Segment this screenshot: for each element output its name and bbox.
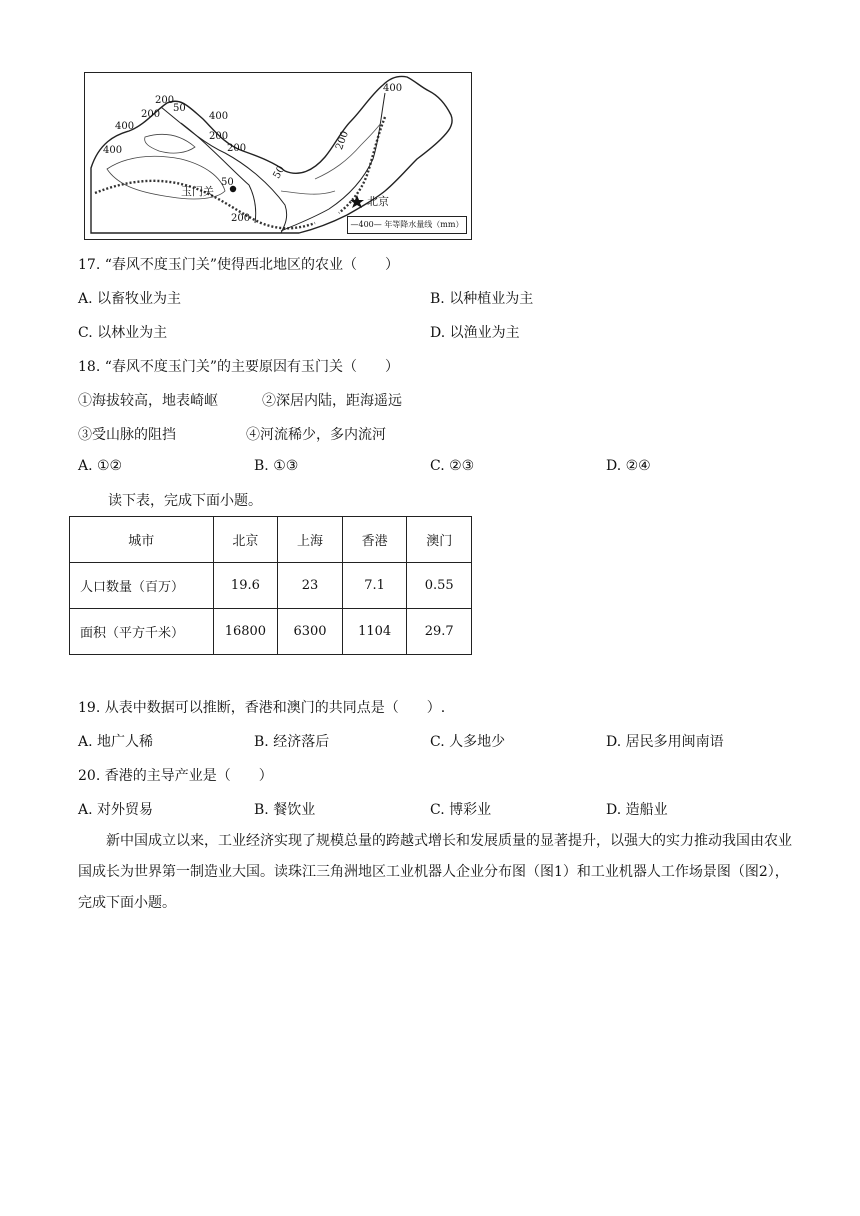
question-19-option-b[interactable]: B. 经济落后 xyxy=(254,734,330,750)
isohyet-label: 400 xyxy=(209,111,229,122)
question-18-option-d[interactable]: D. ②④ xyxy=(606,458,651,474)
table-cell: 0.55 xyxy=(407,563,472,609)
question-20-option-d[interactable]: D. 造船业 xyxy=(606,802,668,818)
isohyet-label: 200 xyxy=(155,95,175,106)
table-cell: 16800 xyxy=(213,609,278,655)
yumenguan-label: 玉门关 xyxy=(181,185,214,198)
table-header-cell: 澳门 xyxy=(407,517,472,563)
question-18-statement-1: ①海拔较高，地表崎岖 xyxy=(78,393,218,409)
beijing-label: 北京 xyxy=(367,195,389,208)
question-17-option-d[interactable]: D. 以渔业为主 xyxy=(430,325,520,341)
isohyet-label: 200 xyxy=(231,213,251,224)
question-19-option-d[interactable]: D. 居民多用闽南语 xyxy=(606,734,724,750)
isohyet-400-line xyxy=(281,93,385,231)
question-18-statement-4: ④河流稀少，多内流河 xyxy=(246,427,386,443)
isohyet-label: 200 xyxy=(141,109,161,120)
city-data-table xyxy=(69,516,472,655)
table-cell: 6300 xyxy=(278,609,343,655)
isohyet-label: 400 xyxy=(103,145,123,156)
question-20-option-c[interactable]: C. 博彩业 xyxy=(430,802,492,818)
table-header-cell: 上海 xyxy=(278,517,343,563)
table-row xyxy=(70,609,472,655)
isohyet-label: 50 xyxy=(221,177,234,188)
table-header-cell: 香港 xyxy=(342,517,407,563)
question-18-option-b[interactable]: B. ①③ xyxy=(254,458,299,474)
question-20-stem: 20. 香港的主导产业是（ ） xyxy=(78,768,273,784)
isohyet-label: 50 xyxy=(271,164,288,181)
question-18-statement-2: ②深居内陆，距海遥远 xyxy=(262,393,402,409)
isohyet-label: 200 xyxy=(209,131,229,142)
isohyet-label: 400 xyxy=(383,83,403,94)
table-cell: 1104 xyxy=(342,609,407,655)
table-header-cell: 城市 xyxy=(70,517,214,563)
isohyet-label: 200 xyxy=(334,129,351,152)
question-18-statement-3: ③受山脉的阻挡 xyxy=(78,427,176,443)
isohyet-label: 50 xyxy=(173,103,186,114)
river-line-2 xyxy=(281,191,335,194)
map-legend: —400— 年等降水量线（mm） xyxy=(347,216,467,234)
question-20-option-b[interactable]: B. 餐饮业 xyxy=(254,802,316,818)
precipitation-map xyxy=(84,72,472,240)
question-17-option-c[interactable]: C. 以林业为主 xyxy=(78,325,168,341)
question-19-stem: 19. 从表中数据可以推断，香港和澳门的共同点是（ ）. xyxy=(78,700,446,716)
map-drawing xyxy=(85,73,471,239)
isohyet-200-line xyxy=(161,107,287,233)
question-18-option-a[interactable]: A. ①② xyxy=(78,458,123,474)
table-row xyxy=(70,563,472,609)
table-cell: 7.1 xyxy=(342,563,407,609)
table-cell: 29.7 xyxy=(407,609,472,655)
question-17-stem: 17. “春风不度玉门关”使得西北地区的农业（ ） xyxy=(78,257,400,273)
isohyet-label: 200 xyxy=(227,143,247,154)
passage-text: 新中国成立以来，工业经济实现了规模总量的跨越式增长和发展质量的显著提升，以强大的实力推动我国由农业国成长为世界第一制造业大国。读珠江三角洲地区工业机器人企业分布图（图1）和工业机器人工作场景图（图2），完成下面小题。 xyxy=(78,833,792,911)
question-20-option-a[interactable]: A. 对外贸易 xyxy=(78,802,154,818)
table-intro: 读下表，完成下面小题。 xyxy=(108,493,262,509)
table-cell: 19.6 xyxy=(213,563,278,609)
table-header-cell: 北京 xyxy=(213,517,278,563)
question-17-option-b[interactable]: B. 以种植业为主 xyxy=(430,291,534,307)
table-row-header: 人口数量（百万） xyxy=(70,563,214,609)
inner-contour xyxy=(145,134,195,153)
table-header-row xyxy=(70,517,472,563)
isohyet-label: 400 xyxy=(115,121,135,132)
question-19-option-a[interactable]: A. 地广人稀 xyxy=(78,734,154,750)
question-17-option-a[interactable]: A. 以畜牧业为主 xyxy=(78,291,182,307)
question-19-option-c[interactable]: C. 人多地少 xyxy=(430,734,506,750)
table-cell: 23 xyxy=(278,563,343,609)
china-boundary xyxy=(91,76,452,233)
question-18-stem: 18. “春风不度玉门关”的主要原因有玉门关（ ） xyxy=(78,359,400,375)
table-row-header: 面积（平方千米） xyxy=(70,609,214,655)
question-18-option-c[interactable]: C. ②③ xyxy=(430,458,475,474)
